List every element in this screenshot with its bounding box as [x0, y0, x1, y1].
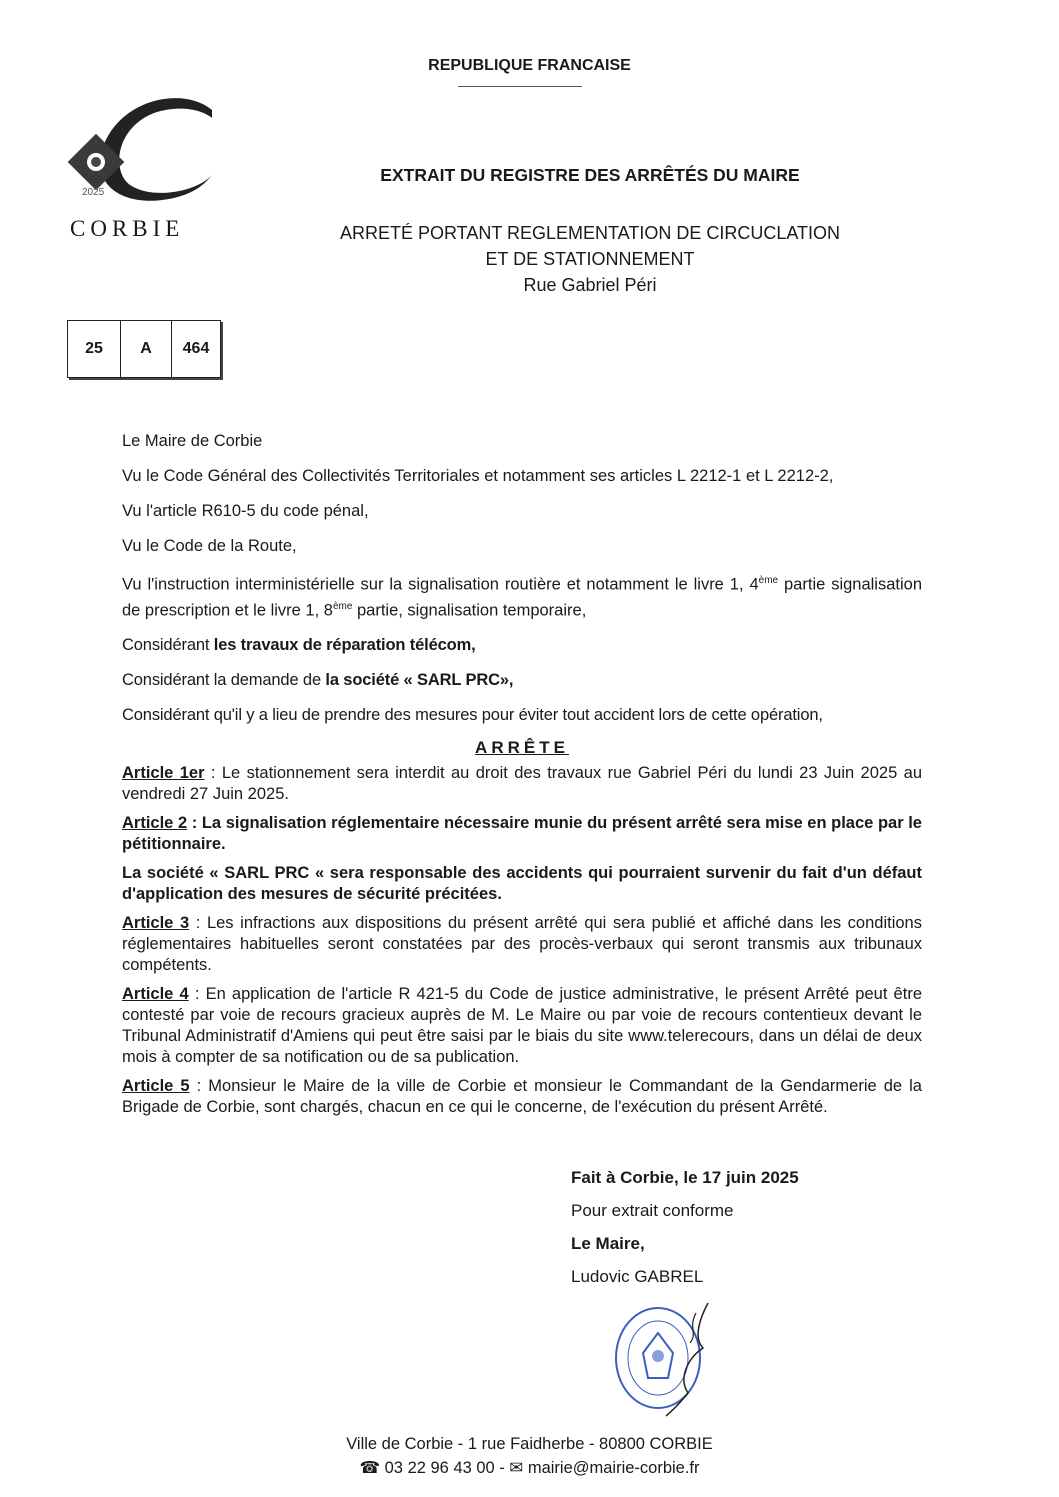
vu-text: Vu l'instruction interministérielle sur la signalisation routière et notamment le livre 1, 4	[122, 575, 759, 594]
considerant-bold: la société « SARL PRC»,	[325, 671, 514, 689]
mail-icon: ✉	[509, 1459, 524, 1477]
vu-line	[122, 570, 922, 621]
mayor-line: Le Maire de Corbie	[122, 432, 263, 450]
footer-email: mairie@mairie-corbie.fr	[523, 1459, 700, 1477]
article-label: Article 3	[122, 914, 190, 932]
considerant-bold: les travaux de réparation télécom,	[213, 636, 476, 654]
article-2-extra: La société « SARL PRC « sera responsable des accidents qui pourraient survenir du fait d'un défaut d'application des mesures de sécurité précitées.	[122, 864, 922, 903]
article-label: Article 5	[122, 1077, 190, 1095]
arrete-heading: ARRÊTE	[475, 738, 569, 757]
footer-contact	[0, 1456, 1059, 1480]
article-label: Article 4	[122, 985, 189, 1003]
article-text: : Monsieur le Maire de la ville de Corbie et monsieur le Commandant de la Gendarmerie de la Brigade de Corbie, sont chargés, chacun en ce qui le concerne, de l'exécution du présent Arrêté.	[122, 1077, 922, 1116]
article-label: Article 1er	[122, 764, 205, 782]
article-1	[122, 763, 922, 805]
register-title: EXTRAIT DU REGISTRE DES ARRÊTÉS DU MAIRE	[380, 165, 800, 185]
reference-year: 25	[68, 321, 121, 377]
reference-box	[67, 320, 221, 378]
vu-line: Vu le Code de la Route,	[122, 537, 297, 555]
article-5	[122, 1076, 922, 1118]
superscript: ème	[332, 600, 353, 612]
reference-number: 464	[182, 340, 210, 357]
article-label: Article 2	[122, 814, 188, 832]
considerant-line: Considérant qu'il y a lieu de prendre des mesures pour éviter tout accident lors de cette opération,	[122, 706, 823, 724]
phone-icon: ☎	[359, 1459, 381, 1477]
vu-line: Vu l'article R610-5 du code pénal,	[122, 502, 369, 520]
mayor-title: Le Maire,	[571, 1234, 645, 1253]
subject-line: ARRETÉ PORTANT REGLEMENTATION DE CIRCUCLATION	[339, 223, 841, 243]
article-text: : En application de l'article R 421-5 du Code de justice administrative, le présent Arrêté peut être contesté par voie de recours gracieux auprès de M. Le Maire ou par voie de recours contentieux devant le Tribunal Administratif d'Amiens qui peut être saisi par le biais du site www.telerecours, dans un délai de deux mois à compter de sa notification ou de sa publication.	[122, 985, 922, 1066]
article-4	[122, 984, 922, 1068]
republic-heading: REPUBLIQUE FRANCAISE	[428, 57, 631, 74]
subject-block	[0, 220, 1059, 298]
superscript: ème	[758, 575, 779, 586]
article-text: : La signalisation réglementaire nécessaire munie du présent arrêté sera mise en place par le pétitionnaire.	[122, 814, 922, 853]
subject-street: Rue Gabriel Péri	[523, 275, 657, 295]
mayor-name: Ludovic GABREL	[571, 1267, 704, 1286]
official-stamp-icon	[608, 1298, 718, 1418]
subject-line: ET DE STATIONNEMENT	[485, 249, 695, 269]
vu-text: partie, signalisation temporaire,	[352, 601, 587, 619]
considerant-line	[122, 669, 922, 691]
conform-line: Pour extrait conforme	[571, 1201, 734, 1220]
vu-text: partie signalisation de prescription et le livre 1, 8	[122, 575, 923, 619]
footer-address: Ville de Corbie - 1 rue Faidherbe - 80800 CORBIE	[346, 1435, 713, 1453]
reference-type: A	[121, 321, 172, 377]
place-date: Fait à Corbie, le 17 juin 2025	[571, 1168, 799, 1187]
vu-line: Vu le Code Général des Collectivités Territoriales et notamment ses articles L 2212-1 et L 2212-2,	[122, 467, 834, 485]
signature-block	[571, 1168, 799, 1300]
considerant-text: Considérant	[122, 636, 214, 654]
article-3	[122, 913, 922, 976]
considerant-text: Considérant la demande de	[122, 671, 326, 689]
logo-text: CORBIE	[70, 216, 185, 241]
footer	[0, 1432, 1059, 1480]
decree-body	[122, 430, 922, 1126]
article-2	[122, 813, 922, 855]
svg-text:2025: 2025	[82, 187, 105, 198]
footer-phone: 03 22 96 43 00 -	[380, 1459, 510, 1477]
considerant-line	[122, 634, 922, 656]
article-text: : Les infractions aux dispositions du présent arrêté qui sera publié et affiché dans les conditions réglementaires habituelles seront constatées par des procès-verbaux qui seront transmis aux tribunaux compétents.	[122, 914, 922, 974]
divider	[458, 86, 582, 87]
article-text: : Le stationnement sera interdit au droit des travaux rue Gabriel Péri du lundi 23 Juin 2025 au vendredi 27 Juin 2025.	[122, 764, 922, 803]
